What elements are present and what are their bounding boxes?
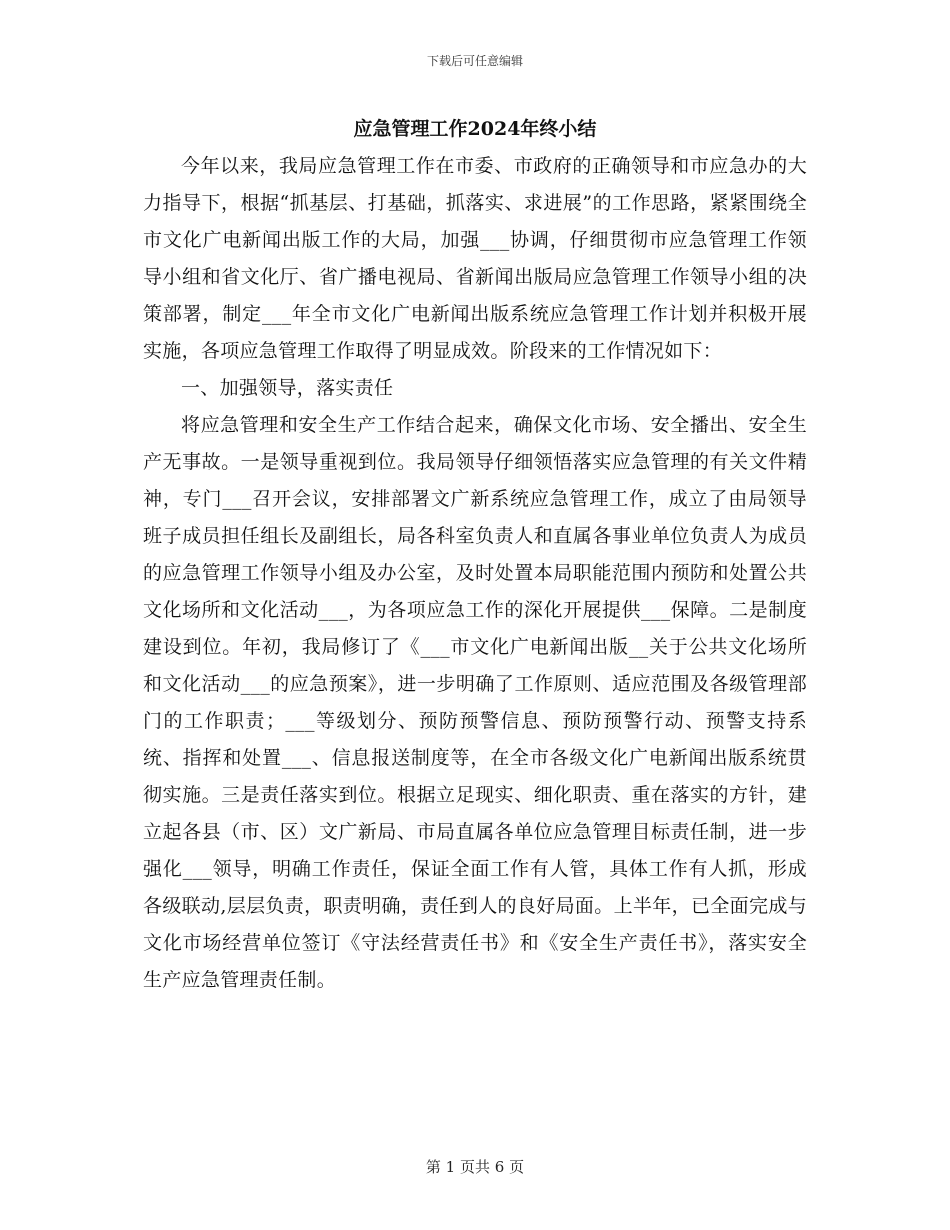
document-body bbox=[143, 148, 807, 999]
section-heading-1: 一、加强领导，落实责任 bbox=[181, 377, 394, 399]
page-header-note: 下载后可任意编辑 bbox=[426, 54, 523, 68]
document-title: 应急管理工作2024年终小结 bbox=[353, 118, 597, 140]
intro-paragraph: 今年以来，我局应急管理工作在市委、市政府的正确领导和市应急办的大力指导下，根据“抓基层、打基础，抓落实、求进展”的工作思路，紧紧围绕全市文化广电新闻出版工作的大局，加强___协调，仔细贯彻市应急管理工作领导小组和省文化厅、省广播电视局、省新闻出版局应急管理工作领导小组的决策部署，制定___年全市文化广电新闻出版系统应急管理工作计划并积极开展实施，各项应急管理工作取得了明显成效。阶段来的工作情况如下： bbox=[143, 155, 807, 362]
page-footer: 第 1 页共 6 页 bbox=[425, 1158, 525, 1176]
section-1-paragraph: 将应急管理和安全生产工作结合起来，确保文化市场、安全播出、安全生产无事故。一是领导重视到位。我局领导仔细领悟落实应急管理的有关文件精神，专门___召开会议，安排部署文广新系统应急管理工作，成立了由局领导班子成员担任组长及副组长，局各科室负责人和直属各事业单位负责人为成员的应急管理工作领导小组及办公室，及时处置本局职能范围内预防和处置公共文化场所和文化活动___，为各项应急工作的深化开展提供___保障。二是制度建设到位。年初，我局修订了《___市文化广电新闻出版__关于公共文化场所和文化活动___的应急预案》，进一步明确了工作原则、适应范围及各级管理部门的工作职责；___等级划分、预防预警信息、预防预警行动、预警支持系统、指挥和处置___、信息报送制度等，在全市各级文化广电新闻出版系统贯彻实施。三是责任落实到位。根据立足现实、细化职责、重在落实的方针，建立起各县（市、区）文广新局、市局直属各单位应急管理目标责任制，进一步强化___领导，明确工作责任，保证全面工作有人管，具体工作有人抓，形成各级联动,层层负责，职责明确，责任到人的良好局面。上半年，已全面完成与文化市场经营单位签订《守法经营责任书》和《安全生产责任书》，落实安全生产应急管理责任制。 bbox=[143, 414, 807, 991]
